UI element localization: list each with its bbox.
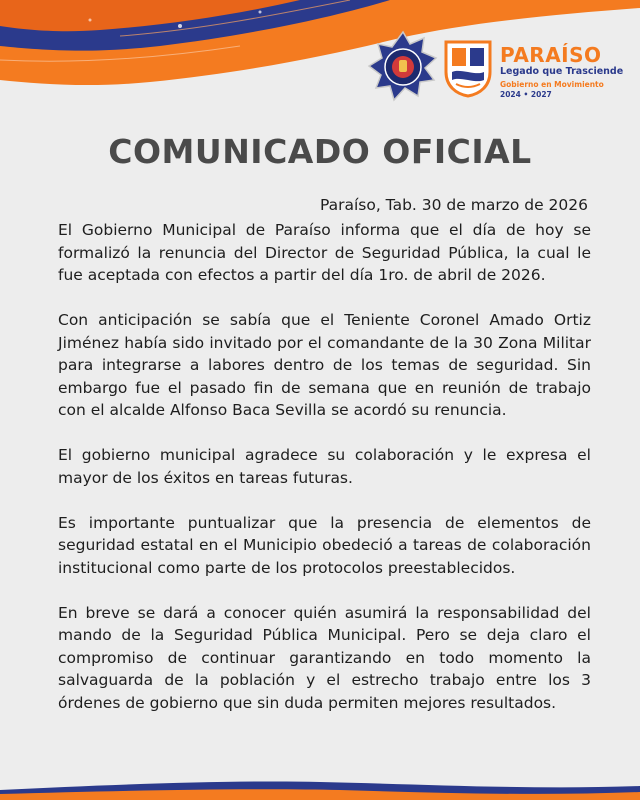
document-title: COMUNICADO OFICIAL xyxy=(108,132,532,171)
brand-block xyxy=(500,44,630,100)
paragraph: Es importante puntualizar que la presencia de elementos de seguridad estatal en el Municipio obedeció a tareas de colaboración institucional como parte de los protocolos preestablecidos. xyxy=(58,513,591,577)
dateline: Paraíso, Tab. 30 de marzo de 2026 xyxy=(319,196,588,214)
paragraph: En breve se dará a conocer quién asumirá la responsabilidad del mando de la Seguridad Pública Municipal. Pero se deja claro el compromiso de continuar garantizando en todo momento la salvaguarda de la población y el estrecho trabajo entre los 3 órdenes de gobierno que sin duda permiten mejores resultados. xyxy=(58,603,591,712)
document-body xyxy=(58,219,591,737)
paragraph: Con anticipación se sabía que el Teniente Coronel Amado Ortiz Jiménez había sido invitado por el comandante de la 30 Zona Militar para integrarse a labores dentro de los temas de seguridad. Sin embargo fue el pasado fin de semana que en reunión de trabajo con el alcalde Alfonso Baca Sevilla se acordó su renuncia. xyxy=(58,311,591,419)
police-star-badge-icon xyxy=(366,30,440,104)
brand-slogan: Legado que Trasciende xyxy=(500,66,624,77)
brand-tagline: Gobierno en Movimiento xyxy=(500,80,604,89)
brand-years: 2024 • 2027 xyxy=(500,90,552,99)
paragraph: El gobierno municipal agradece su colaboración y le expresa el mayor de los éxitos en tareas futuras. xyxy=(58,446,591,487)
paraiso-coat-of-arms-icon xyxy=(442,38,494,98)
brand-name: PARAÍSO xyxy=(500,43,602,67)
paragraph: El Gobierno Municipal de Paraíso informa que el día de hoy se formalizó la renuncia del Director de Seguridad Pública, la cual le fue aceptada con efectos a partir del día 1ro. de abril de 2026. xyxy=(58,221,591,284)
footer-decoration xyxy=(0,760,640,800)
